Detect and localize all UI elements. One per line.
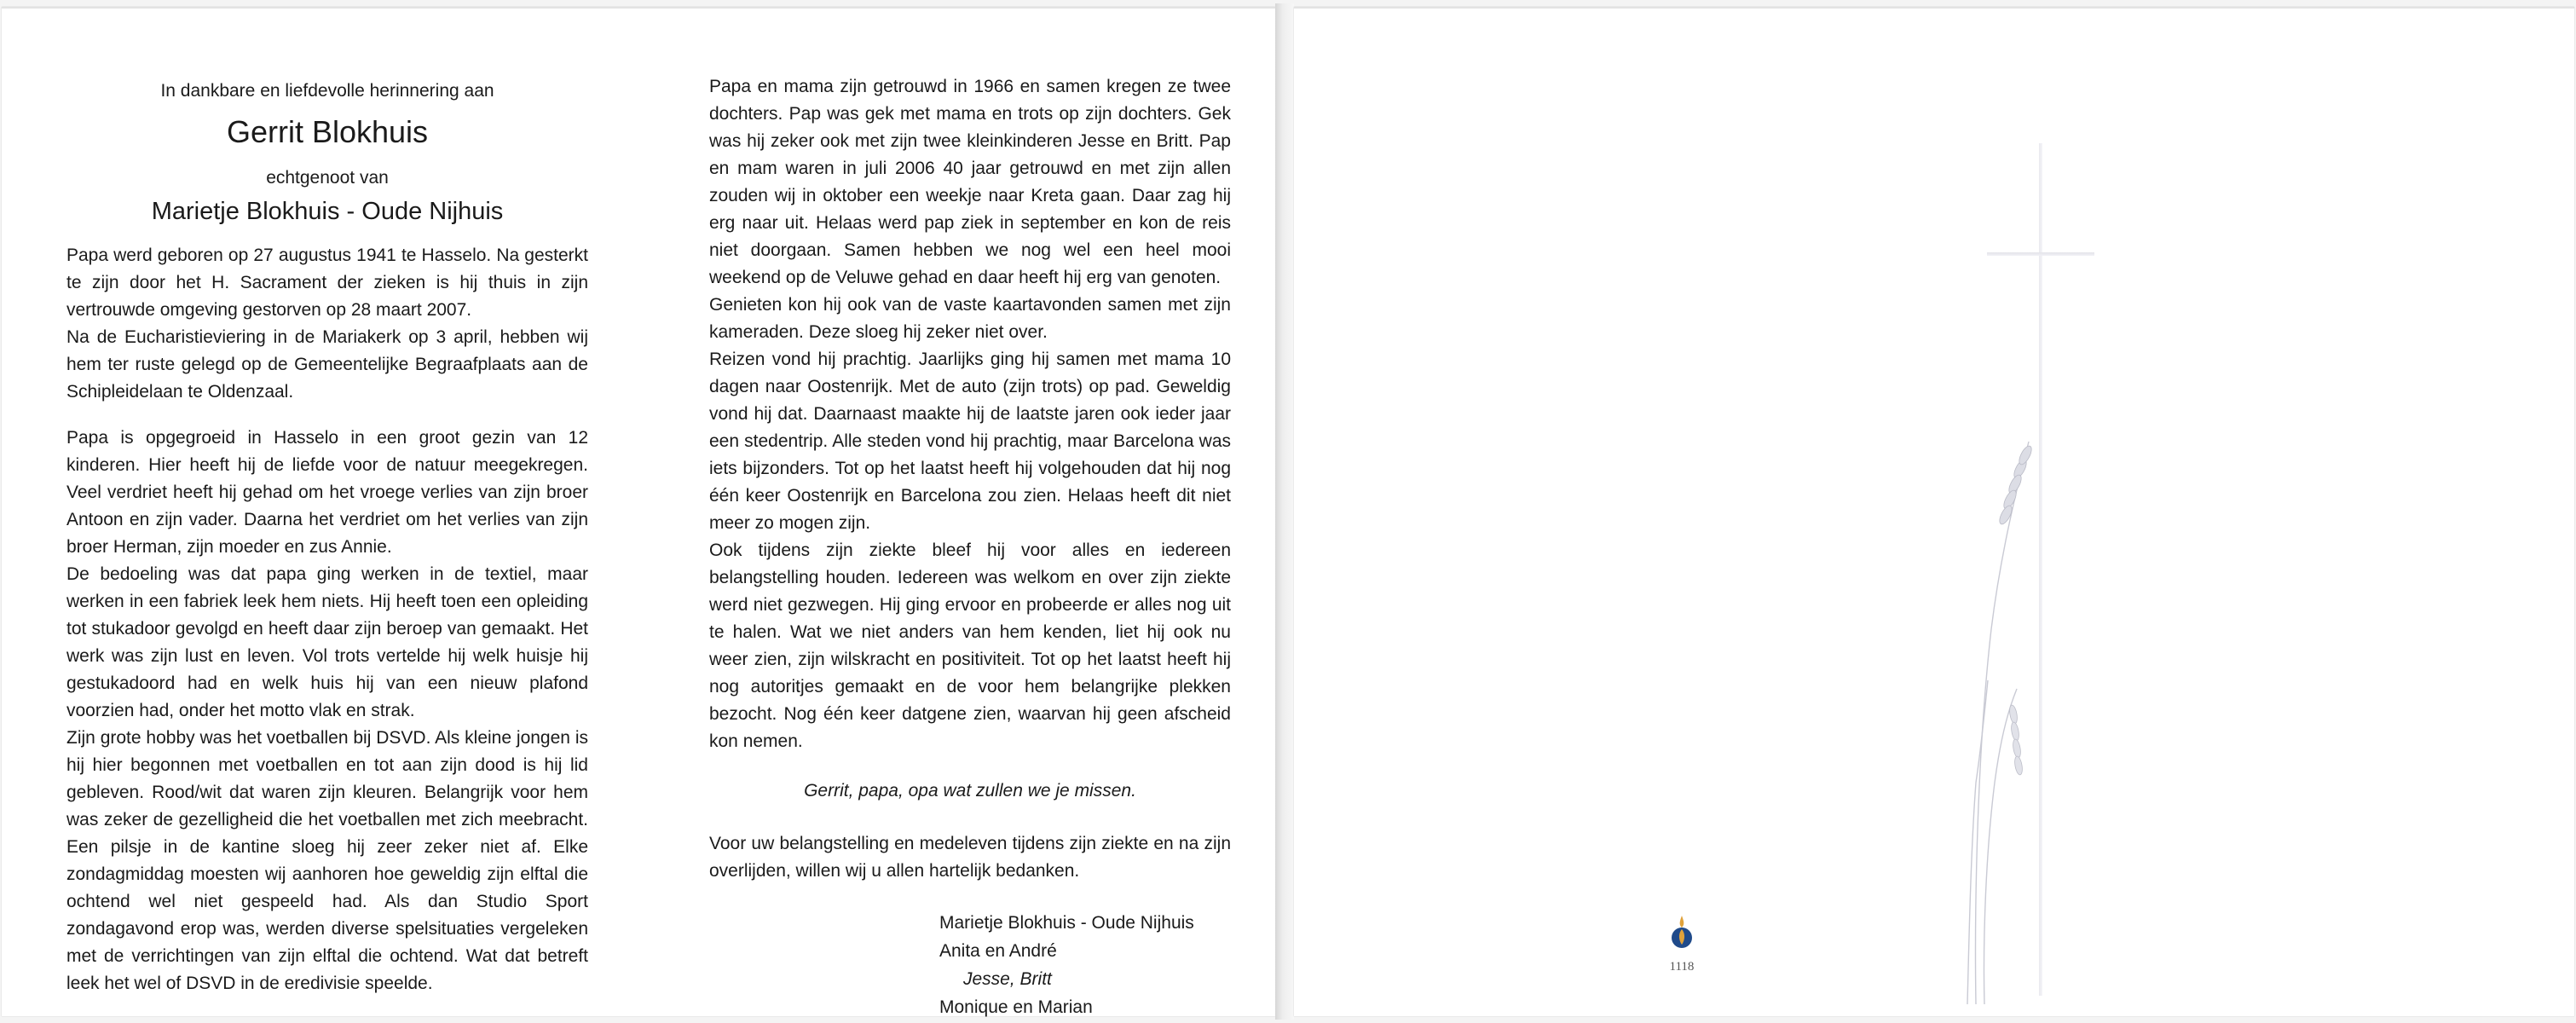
printer-logo-icon bbox=[1669, 914, 1695, 951]
signoff-block bbox=[939, 909, 1231, 1021]
paragraph-birth-death: Papa werd geboren op 27 augustus 1941 te Hasselo. Na gesterkt te zijn door het H. Sacrament der zieken is hij thuis in zijn vertrouwde omgeving gestorven op 28 maart 2007. bbox=[66, 246, 588, 320]
signoff-line: Anita en André bbox=[939, 941, 1057, 961]
signoff-line: Monique en Marian bbox=[939, 997, 1093, 1017]
deceased-name: Gerrit Blokhuis bbox=[226, 114, 429, 149]
paragraph-funeral: Na de Eucharistieviering in de Mariakerk op 3 april, hebben wij hem ter ruste gelegd op de Gemeentelijke Begraafplaats aan de Schipleidelaan te Oldenzaal. bbox=[66, 327, 588, 402]
signoff-line: Marietje Blokhuis - Oude Nijhuis bbox=[939, 913, 1194, 933]
right-page bbox=[1294, 7, 2574, 1016]
signoff-line: Jesse, Britt bbox=[963, 969, 1052, 989]
paragraph-work: De bedoeling was dat papa ging werken in de textiel, maar werken in een fabriek leek hem niets. Hij heeft toen een opleiding tot stukadoor gevolgd en heeft daar zijn beroep van gemaakt. Het werk was zijn lust en leven. Vol trots vertelde hij welk huisje hij gestukadoord had en welk huis hij van een nieuw plafond voorzien had, onder het motto vlak en strak. bbox=[66, 564, 588, 720]
card-code: 1118 bbox=[1669, 960, 1695, 974]
paragraph-illness: Ook tijdens zijn ziekte bleef hij voor alles en iedereen belangstelling houden. Iedereen was welkom en over zijn ziekte werd niet gezwegen. Hij ging ervoor en probeerde er alles nog uit te halen. Wat we niet anders van hem kenden, liet hij ook nu weer zien, zijn wilskracht en positiviteit. Tot op het laatst heeft hij nog autoritjes gemaakt en de voor hem belangrijke plekken bezocht. Nog één keer datgene zien, waarvan hij geen afscheid kon nemen. bbox=[709, 540, 1231, 751]
wheat-ear-icon bbox=[1997, 444, 2034, 526]
column-left bbox=[66, 58, 588, 997]
paragraph-family: Papa en mama zijn getrouwd in 1966 en samen kregen ze twee dochters. Pap was gek met mama en trots op zijn dochters. Gek was hij zeker ook met zijn twee kleinkinderen Jesse en Britt. Pap en mam waren in juli 2006 40 jaar getrouwd en met zijn allen zouden wij in oktober een weekje naar Kreta gaan. Daar zag hij erg naar uit. Helaas werd pap ziek in september en kon de reis niet doorgaan. Samen hebben we nog wel een heel mooi weekend op de Veluwe gehad en daar heeft hij erg van genoten. bbox=[709, 77, 1231, 287]
relation-line: echtgenoot van bbox=[266, 168, 389, 188]
page-fold bbox=[1275, 3, 1294, 1020]
wheat-stalk bbox=[1984, 689, 2018, 1004]
thanks-paragraph: Voor uw belangstelling en medeleven tijdens zijn ziekte en na zijn overlijden, willen wij u allen hartelijk bedanken. bbox=[709, 834, 1231, 881]
cross-horizontal-bar bbox=[1987, 252, 2094, 256]
closing-quote: Gerrit, papa, opa wat zullen we je missen. bbox=[804, 781, 1136, 800]
wheat-ear-icon bbox=[2008, 704, 2024, 775]
paragraph-cards: Genieten kon hij ook van de vaste kaartavonden samen met zijn kameraden. Deze sloeg hij zeker niet over. bbox=[709, 295, 1231, 342]
paragraph-travel: Reizen vond hij prachtig. Jaarlijks ging hij samen met mama 10 dagen naar Oostenrijk. Met de auto (zijn trots) op pad. Geweldig vond hij dat. Daarnaast maakte hij de laatste jaren ook ieder jaar een stedentrip. Alle steden vond hij prachtig, maar Barcelona was iets bijzonders. Tot op het laatst heeft hij volgehouden dat hij nog één keer Oostenrijk en Barcelona zou zien. Helaas heeft dit niet meer zo mogen zijn. bbox=[709, 350, 1231, 533]
memorial-header bbox=[66, 78, 588, 228]
paragraph-youth: Papa is opgegroeid in Hasselo in een groot gezin van 12 kinderen. Hier heeft hij de liefde voor de natuur meegekregen. Veel verdriet heeft hij gehad om het vroege verlies van zijn broer Antoon en zijn vader. Daarna het verdriet om het verlies van zijn broer Herman, zijn moeder en zus Annie. bbox=[66, 428, 588, 557]
paragraph-football: Zijn grote hobby was het voetballen bij DSVD. Als kleine jongen is hij hier begonnen met voetballen en tot aan zijn dood is hij lid gebleven. Rood/wit dat waren zijn kleuren. Belangrijk voor hem was zeker de gezelligheid die het voetballen met zich meebracht. Een pilsje in de kantine sloeg hij zeer zeker niet af. Elke zondagmiddag moesten wij aanhoren hoe geweldig zijn elftal die ochtend wel niet gespeeld had. Als dan Studio Sport zondagavond erop was, werden diverse spelsituaties vergeleken met de verrichtingen van zijn elftal die ochtend. Wat dat betreft leek het wel of DSVD in de eredivisie speelde. bbox=[66, 728, 588, 993]
left-page bbox=[2, 7, 1275, 1016]
wheat-stalks-illustration bbox=[1925, 425, 2044, 1004]
spouse-name: Marietje Blokhuis - Oude Nijhuis bbox=[151, 198, 504, 225]
top-rule bbox=[2, 7, 1275, 9]
intro-line: In dankbare en liefdevolle herinnering aan bbox=[160, 81, 494, 101]
column-right bbox=[709, 58, 1231, 1021]
top-rule bbox=[1294, 7, 2574, 9]
